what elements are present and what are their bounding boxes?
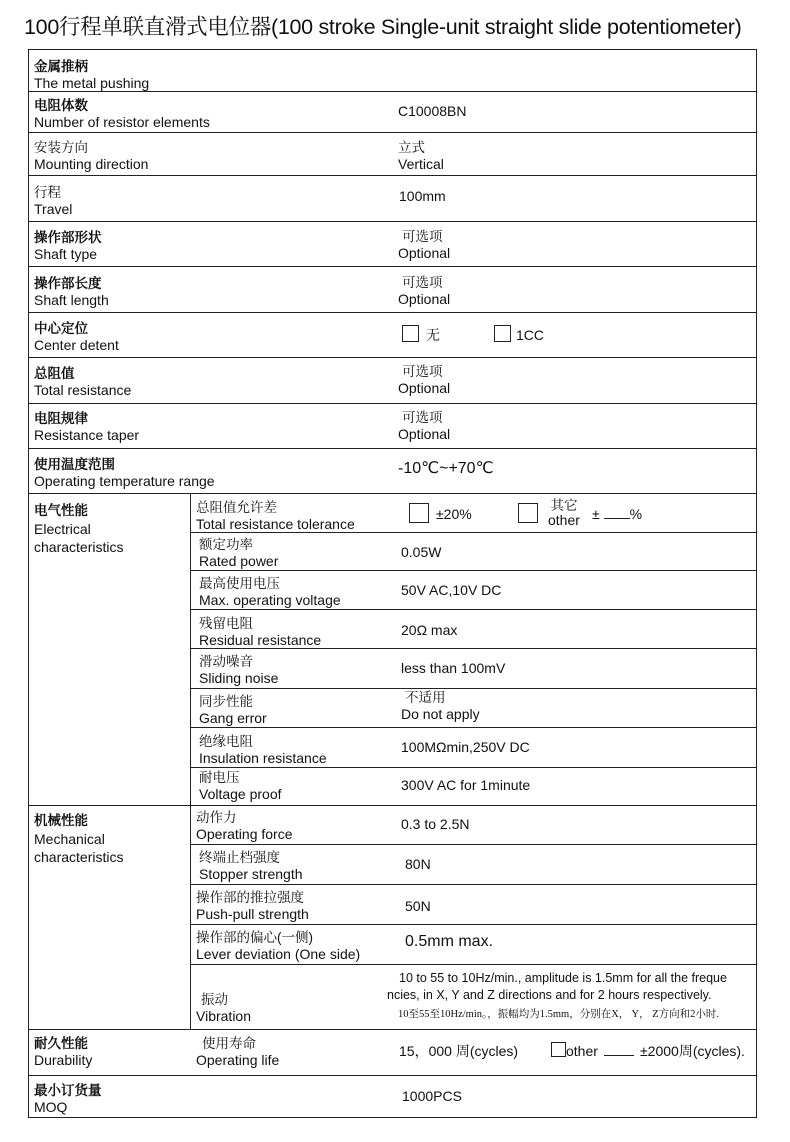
checkbox-1cc[interactable] [494, 325, 511, 342]
value-shaft-type: 可选项 Optional [398, 229, 451, 261]
value-sliding-noise: less than 100mV [401, 660, 506, 676]
checkbox-20pct[interactable] [409, 503, 429, 523]
value-vibration-line1: 10 to 55 to 10Hz/min., amplitude is 1.5mm for all the freque [399, 971, 727, 985]
label-max-voltage: 最高使用电压 Max. operating voltage [199, 576, 341, 608]
subrow-divider [190, 648, 757, 649]
value-voltage-proof: 300V AC for 1minute [401, 777, 531, 793]
subrow-divider [190, 609, 757, 610]
value-insulation-resistance: 100MΩmin,250V DC [401, 739, 530, 755]
label-residual-resistance: 残留电阻 Residual resistance [199, 616, 322, 648]
row-divider [28, 403, 757, 404]
label-durability: 耐久性能 Durability [34, 1036, 93, 1068]
subrow-divider [190, 532, 757, 533]
row-divider [28, 805, 757, 806]
checkbox-other-life[interactable] [551, 1042, 566, 1057]
value-operating-life-tolerance: ±2000周(cycles). [640, 1043, 745, 1059]
label-shaft-type: 操作部形状 Shaft type [34, 230, 102, 262]
label-sliding-noise: 滑动噪音 Sliding noise [199, 654, 279, 686]
value-vibration-line2: ncies, in X, Y and Z directions and for 2 hours respectively. [387, 988, 712, 1002]
row-divider [28, 493, 757, 494]
other-tolerance-field[interactable]: ± % [592, 506, 643, 522]
subrow-divider [190, 767, 757, 768]
column-divider [190, 493, 191, 1029]
label-moq: 最小订货量 MOQ [34, 1083, 102, 1115]
label-temperature-range: 使用温度范围 Operating temperature range [34, 457, 215, 489]
label-vibration: 振动 Vibration [196, 992, 252, 1024]
row-divider [28, 312, 757, 313]
value-gang-error: 不适用 Do not apply [401, 690, 480, 722]
label-gang-error: 同步性能 Gang error [199, 694, 267, 726]
value-moq: 1000PCS [402, 1088, 462, 1104]
label-lever-deviation: 操作部的偏心(一侧) Lever deviation (One side) [196, 930, 361, 962]
label-resistance-taper: 电阻规律 Resistance taper [34, 411, 140, 443]
value-lever-deviation: 0.5mm max. [405, 933, 494, 950]
row-divider [28, 1029, 757, 1030]
subrow-divider [190, 570, 757, 571]
option-20pct-label: ±20% [436, 506, 472, 522]
value-push-pull-strength: 50N [405, 898, 431, 914]
subrow-divider [190, 844, 757, 845]
label-stopper-strength: 终端止档强度 Stopper strength [199, 850, 303, 882]
label-push-pull-strength: 操作部的推拉强度 Push-pull strength [196, 890, 309, 922]
label-rated-power: 额定功率 Rated power [199, 537, 279, 569]
label-voltage-proof: 耐电压 Voltage proof [199, 770, 282, 802]
section-mechanical: 机械性能 Mechanical characteristics [34, 813, 124, 865]
value-total-resistance: 可选项 Optional [398, 364, 451, 396]
row-divider [28, 221, 757, 222]
value-shaft-length: 可选项 Optional [398, 275, 451, 307]
checkbox-none[interactable] [402, 325, 419, 342]
subrow-divider [190, 964, 757, 965]
value-operating-life-cycles: 15，000 周(cycles) [399, 1043, 519, 1059]
checkbox-other-tolerance[interactable] [518, 503, 538, 523]
subrow-divider [190, 924, 757, 925]
value-residual-resistance: 20Ω max [401, 622, 458, 638]
row-divider [28, 1075, 757, 1076]
row-divider [28, 448, 757, 449]
row-divider [28, 132, 757, 133]
option-other-label: 其它 other [548, 498, 580, 528]
row-divider [28, 357, 757, 358]
row-divider [28, 91, 757, 92]
label-mounting-direction: 安装方向 Mounting direction [34, 140, 149, 172]
spec-table [28, 49, 757, 1118]
value-operating-force: 0.3 to 2.5N [401, 816, 470, 832]
label-travel: 行程 Travel [34, 185, 73, 217]
value-travel: 100mm [399, 188, 446, 204]
option-none-label: 无 [426, 327, 440, 343]
label-shaft-length: 操作部长度 Shaft length [34, 276, 109, 308]
label-insulation-resistance: 绝缘电阻 Insulation resistance [199, 734, 327, 766]
value-rated-power: 0.05W [401, 544, 442, 560]
label-resistor-elements: 电阻体数 Number of resistor elements [34, 98, 210, 130]
value-vibration-line3: 10至55至10Hz/min。，振幅均为1.5mm，分别在X， Y， Z方向和2小时. [398, 1009, 720, 1020]
subrow-divider [190, 727, 757, 728]
label-operating-force: 动作力 Operating force [196, 810, 293, 842]
value-resistor-elements: C10008BN [398, 103, 467, 119]
row-divider [28, 175, 757, 176]
option-1cc-label: 1CC [516, 327, 545, 343]
value-temperature-range: -10℃~+70℃ [398, 460, 494, 477]
value-max-voltage: 50V AC,10V DC [401, 582, 502, 598]
value-mounting-direction: 立式 Vertical [398, 140, 444, 172]
value-resistance-taper: 可选项 Optional [398, 410, 451, 442]
row-divider [28, 266, 757, 267]
subrow-divider [190, 884, 757, 885]
label-total-resistance: 总阻值 Total resistance [34, 366, 132, 398]
value-stopper-strength: 80N [405, 856, 431, 872]
label-resistance-tolerance: 总阻值允许差 Total resistance tolerance [196, 500, 355, 532]
section-electrical: 电气性能 Electrical characteristics [34, 503, 124, 555]
page-title: 100行程单联直滑式电位器(100 stroke Single-unit straight slide potentiometer) [24, 15, 742, 39]
other-life-field[interactable] [604, 1043, 634, 1059]
other-life-label: other [566, 1043, 598, 1059]
label-metal-pushing: 金属推柄 The metal pushing [34, 59, 150, 91]
label-center-detent: 中心定位 Center detent [34, 321, 119, 353]
label-operating-life: 使用寿命 Operating life [196, 1036, 280, 1068]
